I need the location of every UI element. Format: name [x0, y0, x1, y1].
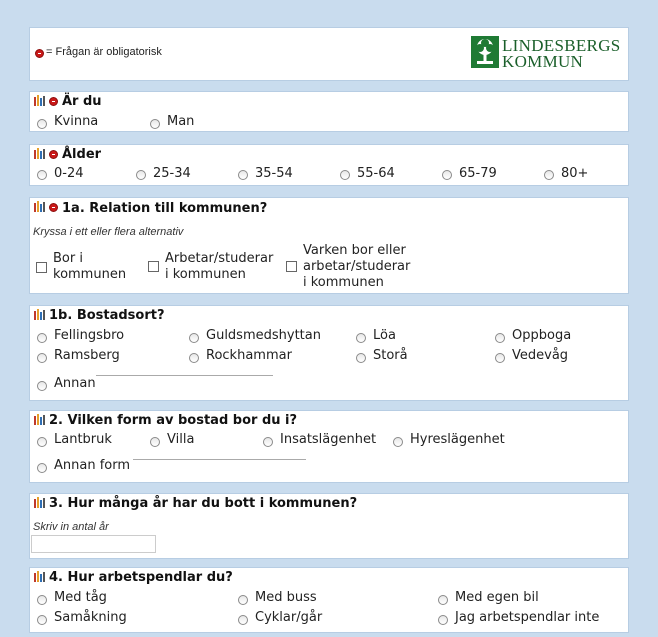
- radio-oppboga[interactable]: [495, 333, 505, 343]
- option-label: Annan form: [54, 458, 131, 473]
- option-label: i kommunen: [303, 275, 384, 290]
- checkbox-arbetar-studerar[interactable]: [148, 261, 159, 272]
- option-label: Man: [167, 114, 195, 129]
- radio-pendlar-inte[interactable]: [438, 615, 448, 625]
- radio-age-25-34[interactable]: [136, 170, 146, 180]
- question-years: [29, 493, 629, 559]
- option-label: Guldsmedshyttan: [206, 328, 321, 343]
- required-icon: [49, 150, 58, 159]
- option-label: 0-24: [54, 166, 84, 181]
- option-label: Insatslägenhet: [280, 432, 377, 447]
- radio-vedevag[interactable]: [495, 353, 505, 363]
- radio-age-35-54[interactable]: [238, 170, 248, 180]
- tree-icon: [471, 36, 499, 68]
- annan-text-input[interactable]: [96, 361, 273, 376]
- question-title: 4. Hur arbetspendlar du?: [49, 570, 233, 585]
- radio-annan-form[interactable]: [37, 463, 47, 473]
- radio-kvinna[interactable]: [37, 119, 47, 129]
- option-label: 65-79: [459, 166, 497, 181]
- annan-form-text-input[interactable]: [133, 445, 306, 460]
- option-label: Vedevåg: [512, 348, 569, 363]
- option-label: Med egen bil: [455, 590, 539, 605]
- question-title: 1b. Bostadsort?: [49, 308, 165, 323]
- question-age: [29, 144, 629, 186]
- radio-samakning[interactable]: [37, 615, 47, 625]
- radio-med-buss[interactable]: [238, 595, 248, 605]
- question-relation: [29, 197, 629, 294]
- option-label: Samåkning: [54, 610, 127, 625]
- option-label: 35-54: [255, 166, 293, 181]
- radio-annan[interactable]: [37, 381, 47, 391]
- option-label: Villa: [167, 432, 195, 447]
- required-icon: [35, 49, 44, 58]
- logo-line2: KOMMUN: [502, 52, 584, 71]
- option-label: 25-34: [153, 166, 191, 181]
- radio-stora[interactable]: [356, 353, 366, 363]
- option-label: Oppboga: [512, 328, 572, 343]
- radio-guldsmedshyttan[interactable]: [189, 333, 199, 343]
- option-label: Lantbruk: [54, 432, 112, 447]
- option-label: Bor i: [53, 251, 83, 266]
- header-panel: [29, 27, 629, 81]
- question-title: Är du: [62, 94, 102, 109]
- option-label: Hyreslägenhet: [410, 432, 505, 447]
- question-town: [29, 305, 629, 401]
- years-text-input[interactable]: [31, 535, 156, 553]
- statistics-icon: [34, 414, 46, 425]
- option-label: Jag arbetspendlar inte: [455, 610, 600, 625]
- question-commute: [29, 567, 629, 633]
- question-title: 2. Vilken form av bostad bor du i?: [49, 413, 298, 428]
- radio-age-80plus[interactable]: [544, 170, 554, 180]
- radio-cyklar-gar[interactable]: [238, 615, 248, 625]
- option-label: Varken bor eller: [303, 243, 406, 258]
- checkbox-bor-i-kommunen[interactable]: [36, 262, 47, 273]
- radio-ramsberg[interactable]: [37, 353, 47, 363]
- radio-hyreslagenhet[interactable]: [393, 437, 403, 447]
- question-housing: [29, 410, 629, 483]
- statistics-icon: [34, 148, 46, 159]
- option-label: Fellingsbro: [54, 328, 125, 343]
- radio-age-0-24[interactable]: [37, 170, 47, 180]
- statistics-icon: [34, 201, 46, 212]
- statistics-icon: [34, 309, 46, 320]
- radio-loa[interactable]: [356, 333, 366, 343]
- question-hint: Skriv in antal år: [33, 521, 109, 533]
- option-label: Med tåg: [54, 590, 107, 605]
- option-label: Ramsberg: [54, 348, 120, 363]
- question-title: 1a. Relation till kommunen?: [62, 201, 268, 216]
- option-label: Rockhammar: [206, 348, 292, 363]
- question-title: Ålder: [62, 147, 102, 162]
- option-label: 55-64: [357, 166, 395, 181]
- option-label: Löa: [373, 328, 396, 343]
- logo-line1: LINDESBERGS: [502, 36, 621, 55]
- option-label: kommunen: [53, 267, 127, 282]
- statistics-icon: [34, 95, 46, 106]
- option-label: Med buss: [255, 590, 317, 605]
- radio-med-egen-bil[interactable]: [438, 595, 448, 605]
- checkbox-varken[interactable]: [286, 261, 297, 272]
- required-note: = Frågan är obligatorisk: [46, 46, 162, 58]
- option-label: Cyklar/går: [255, 610, 323, 625]
- radio-man[interactable]: [150, 119, 160, 129]
- required-icon: [49, 97, 58, 106]
- statistics-icon: [34, 571, 46, 582]
- option-label: Annan: [54, 376, 96, 391]
- question-gender: [29, 91, 629, 132]
- radio-lantbruk[interactable]: [37, 437, 47, 447]
- question-title: 3. Hur många år har du bott i kommunen?: [49, 496, 358, 511]
- statistics-icon: [34, 497, 46, 508]
- option-label: arbetar/studerar: [303, 259, 411, 274]
- question-hint: Kryssa i ett eller flera alternativ: [33, 226, 184, 238]
- required-icon: [49, 203, 58, 212]
- radio-age-55-64[interactable]: [340, 170, 350, 180]
- municipality-logo: [471, 34, 621, 74]
- option-label: Kvinna: [54, 114, 99, 129]
- option-label: Storå: [373, 348, 408, 363]
- option-label: i kommunen: [165, 267, 246, 282]
- option-label: 80+: [561, 166, 589, 181]
- radio-fellingsbro[interactable]: [37, 333, 47, 343]
- option-label: Arbetar/studerar: [165, 251, 274, 266]
- radio-age-65-79[interactable]: [442, 170, 452, 180]
- radio-med-tag[interactable]: [37, 595, 47, 605]
